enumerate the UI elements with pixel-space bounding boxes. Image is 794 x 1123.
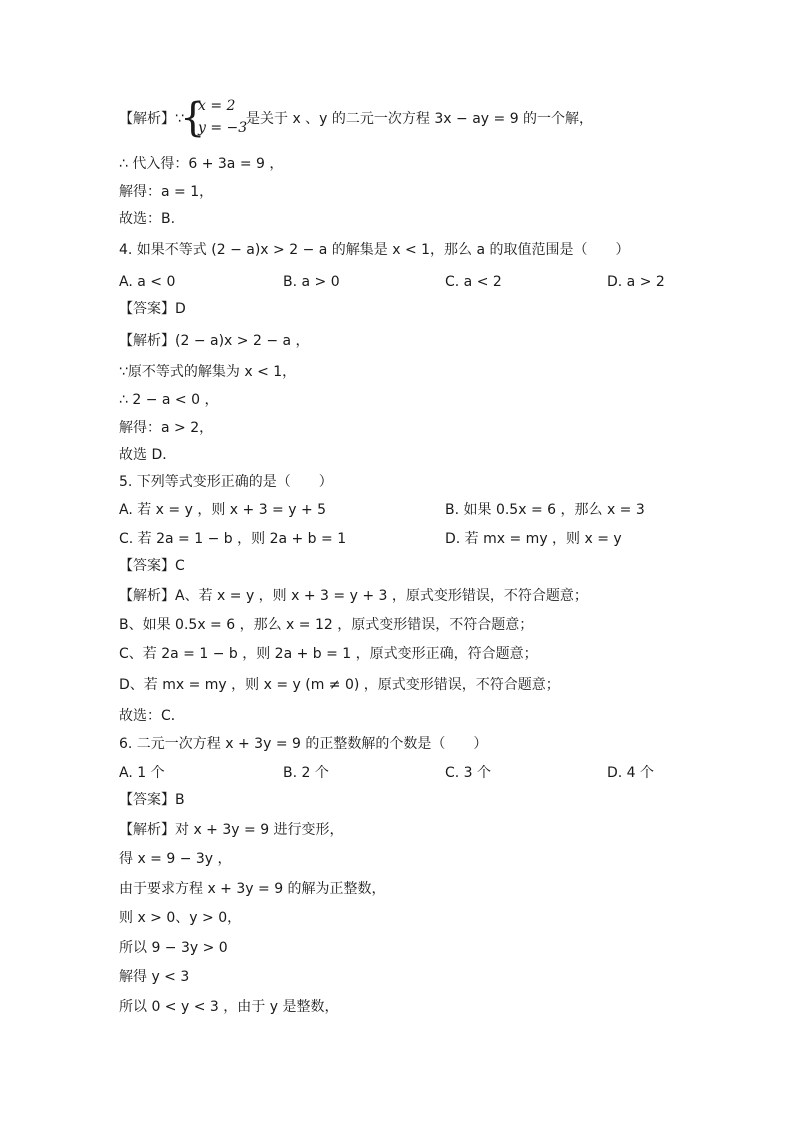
q4-option-d: D. a > 2 [607, 274, 665, 290]
q6-option-b: B. 2 个 [283, 765, 329, 781]
q6-analysis-4: 则 x > 0、y > 0， [119, 910, 242, 926]
system-eq-1: x = 2 [198, 98, 236, 114]
q5-option-a: A. 若 x = y ，则 x + 3 = y + 5 [119, 502, 327, 518]
q4-analysis-3: ∴ 2 − a < 0 ， [119, 392, 219, 408]
analysis-line-2: ∴ 代入得：6 + 3a = 9 ， [119, 156, 284, 172]
q4-option-b: B. a > 0 [283, 274, 340, 290]
q4-answer: 【答案】D [119, 301, 186, 317]
q5-analysis-5: 故选：C． [119, 708, 185, 724]
q4-analysis-1: 【解析】(2 − a)x > 2 − a ， [119, 333, 310, 349]
q5-answer: 【答案】C [119, 558, 185, 574]
q4-option-c: C. a < 2 [445, 274, 502, 290]
q5-option-c: C. 若 2a = 1 − b ，则 2a + b = 1 [119, 531, 347, 547]
q4-option-a: A. a < 0 [119, 274, 176, 290]
q5-analysis-2: B、如果 0.5x = 6 ，那么 x = 12 ，原式变形错误，不符合题意； [119, 617, 534, 633]
q5-option-d: D. 若 mx = my ，则 x = y [445, 531, 622, 547]
q6-analysis-3: 由于要求方程 x + 3y = 9 的解为正整数， [119, 881, 386, 897]
left-brace-icon: { [180, 95, 206, 141]
q4-analysis-2: ∵原不等式的解集为 x < 1， [119, 364, 297, 380]
q6-analysis-5: 所以 9 − 3y > 0 [119, 940, 228, 956]
q6-analysis-6: 解得 y < 3 [119, 969, 190, 985]
analysis-line-1-suffix: 是关于 x 、y 的二元一次方程 3x − ay = 9 的一个解， [246, 111, 594, 127]
q6-analysis-7: 所以 0 < y < 3 ，由于 y 是整数， [119, 999, 339, 1015]
q5-analysis-3: C、若 2a = 1 − b ，则 2a + b = 1 ，原式变形正确，符合题意； [119, 646, 538, 662]
q4-analysis-5: 故选 D． [119, 447, 177, 463]
q6-answer: 【答案】B [119, 792, 185, 808]
equation-system [180, 96, 250, 142]
q5-analysis-1: 【解析】A、若 x = y ，则 x + 3 = y + 3 ，原式变形错误，不符合题意； [119, 588, 588, 604]
system-eq-2: y = −3 [198, 120, 248, 136]
q6-analysis-2: 得 x = 9 − 3y ， [119, 851, 232, 867]
q5-analysis-4: D、若 mx = my ，则 x = y (m ≠ 0) ，原式变形错误，不符合题意； [119, 677, 560, 693]
q6-option-a: A. 1 个 [119, 765, 165, 781]
analysis-line-4: 故选：B. [119, 211, 176, 227]
question-4: 4. 如果不等式 (2 − a)x > 2 − a 的解集是 x < 1，那么 a 的取值范围是（ ） [119, 242, 630, 258]
analysis-line-3: 解得：a = 1， [119, 184, 214, 200]
question-5: 5. 下列等式变形正确的是（ ） [119, 474, 333, 490]
q6-analysis-1: 【解析】对 x + 3y = 9 进行变形， [119, 822, 344, 838]
q6-option-c: C. 3 个 [445, 765, 492, 781]
question-6: 6. 二元一次方程 x + 3y = 9 的正整数解的个数是（ ） [119, 736, 488, 752]
q5-option-b: B. 如果 0.5x = 6 ，那么 x = 3 [445, 502, 645, 518]
analysis-line-1-prefix: 【解析】∵ [119, 111, 184, 127]
q6-option-d: D. 4 个 [607, 765, 655, 781]
q4-analysis-4: 解得：a > 2， [119, 420, 214, 436]
